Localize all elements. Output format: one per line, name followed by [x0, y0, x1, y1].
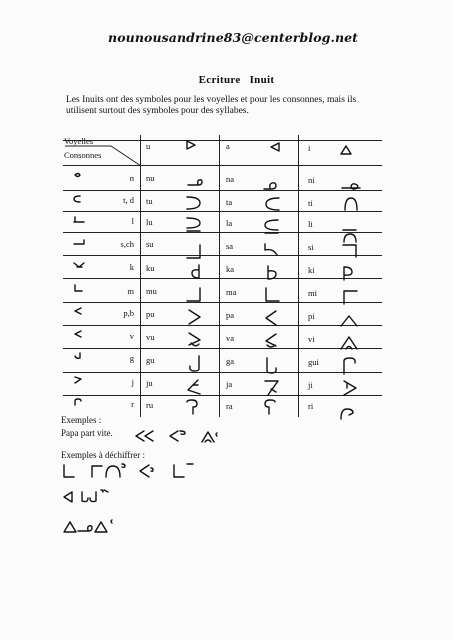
vowel-i-label: i	[308, 143, 311, 153]
syllable-label: sa	[226, 241, 234, 251]
syllable-label: mu	[146, 286, 157, 296]
syllable-va-icon	[264, 333, 278, 351]
consonant-label: v	[129, 331, 134, 341]
syllable-vu-icon	[188, 332, 202, 350]
consonant-j-glyph-icon	[73, 376, 83, 384]
header-consonants: Consonnes	[64, 150, 102, 160]
syllable-label: va	[226, 333, 235, 343]
decipher-heading: Exemples à déchiffrer :	[61, 450, 146, 460]
syllable-label: ri	[308, 401, 314, 411]
syllable-label: lu	[146, 217, 153, 227]
syllable-label: ma	[226, 287, 237, 297]
syllable-label: ka	[226, 264, 235, 274]
syllable-su-icon	[186, 244, 202, 260]
example-papa-syllabics-icon	[134, 430, 254, 444]
syllable-si-icon	[342, 244, 358, 258]
consonant-label: r	[131, 399, 134, 409]
vowel-a-label: a	[226, 141, 230, 151]
syllable-label: mi	[308, 288, 317, 298]
syllable-gui-icon	[342, 357, 358, 375]
intro-paragraph: Les Inuits ont des symboles pour les voyelles et pour les consonnes, mais ils utilisent surtout des symboles pour des syllabes.	[66, 95, 357, 116]
syllable-ta-icon	[264, 197, 280, 211]
syllable-label: su	[146, 239, 154, 249]
syllable-label: gui	[308, 357, 319, 367]
syllable-label: ja	[226, 379, 233, 389]
consonant-label: m	[127, 286, 134, 296]
consonant-p-glyph-icon	[73, 307, 83, 315]
consonant-g-glyph-icon	[73, 352, 83, 360]
syllable-ju-icon	[186, 379, 202, 395]
syllable-ma-icon	[264, 287, 280, 303]
syllable-ki-icon	[342, 265, 354, 281]
syllable-label: gu	[146, 355, 155, 365]
syllable-label: pu	[146, 309, 155, 319]
syllable-label: vi	[308, 334, 315, 344]
syllable-na-icon	[263, 181, 281, 191]
tri-left-icon	[270, 142, 280, 152]
syllable-label: ru	[146, 400, 154, 410]
syllable-ji-icon	[342, 380, 358, 396]
decipher-line-1-icon	[62, 462, 222, 482]
tri-right-icon	[186, 140, 196, 150]
syllable-label: ga	[226, 356, 235, 366]
syllable-ri-icon	[339, 408, 355, 420]
syllable-label: tu	[146, 196, 153, 206]
consonant-r-glyph-icon	[73, 398, 83, 406]
consonant-label: t, d	[123, 195, 134, 205]
consonant-label: g	[129, 353, 134, 363]
syllable-tu-icon	[186, 196, 202, 210]
syllable-la-icon	[262, 219, 280, 235]
consonant-label: s,ch	[120, 239, 134, 249]
syllable-ka-icon	[266, 265, 278, 281]
example-sentence: Papa part vite.	[61, 428, 113, 438]
syllable-sa-icon	[264, 243, 280, 257]
syllable-label: li	[308, 219, 313, 229]
syllable-pa-icon	[264, 310, 278, 326]
syllable-ti-icon	[344, 197, 358, 211]
vowel-u-label: u	[146, 141, 151, 151]
syllable-nu-icon	[187, 178, 205, 188]
consonant-label: l	[131, 216, 134, 226]
examples-heading: Exemples :	[61, 415, 102, 425]
decipher-line-3-icon	[62, 518, 132, 536]
syllable-ku-icon	[190, 264, 202, 280]
syllable-label: na	[226, 174, 235, 184]
syllable-label: ti	[308, 198, 313, 208]
syllable-mi-icon	[342, 289, 358, 305]
consonant-l-glyph-icon	[73, 216, 85, 224]
watermark-text: nounousandrine83@centerblog.net	[108, 30, 359, 45]
consonant-n-glyph-icon	[74, 172, 82, 178]
syllable-ga-icon	[264, 357, 278, 375]
syllable-ja-icon	[264, 380, 280, 396]
consonant-s-glyph-icon	[73, 238, 85, 246]
consonant-label: n	[129, 173, 134, 183]
syllable-label: ki	[308, 265, 315, 275]
consonant-label: p,b	[123, 308, 134, 318]
syllable-vi-icon	[340, 335, 358, 351]
syllable-label: ku	[146, 263, 155, 273]
consonant-k-glyph-icon	[73, 261, 85, 269]
syllable-label: pa	[226, 310, 235, 320]
decipher-line-2-icon	[62, 488, 122, 506]
syllable-label: vu	[146, 332, 155, 342]
tri-up-icon	[340, 145, 352, 155]
syllable-lu-icon	[186, 217, 204, 233]
syllable-label: si	[308, 242, 314, 252]
syllable-li-icon	[342, 229, 358, 243]
syllable-label: la	[226, 218, 233, 228]
header-vowels: Voyelles	[64, 136, 94, 146]
syllable-label: ni	[308, 175, 315, 185]
consonant-t-glyph-icon	[73, 195, 81, 203]
syllable-gu-icon	[188, 355, 202, 373]
syllable-label: pi	[308, 311, 315, 321]
syllable-label: ra	[226, 401, 233, 411]
syllable-label: nu	[146, 173, 155, 183]
syllable-pi-icon	[340, 314, 358, 328]
syllable-mu-icon	[186, 287, 202, 303]
consonant-label: k	[129, 262, 134, 272]
page-title: Ecriture Inuit	[198, 74, 275, 86]
consonant-v-glyph-icon	[73, 330, 83, 338]
syllable-label: ji	[308, 380, 313, 390]
consonant-label: j	[131, 377, 134, 387]
syllable-pu-icon	[188, 309, 202, 325]
syllable-ru-icon	[185, 399, 199, 415]
syllable-label: ju	[146, 378, 153, 388]
consonant-m-glyph-icon	[73, 284, 83, 292]
syllable-ni-icon	[341, 182, 361, 192]
syllable-label: ta	[226, 197, 233, 207]
syllable-ra-icon	[263, 399, 277, 415]
